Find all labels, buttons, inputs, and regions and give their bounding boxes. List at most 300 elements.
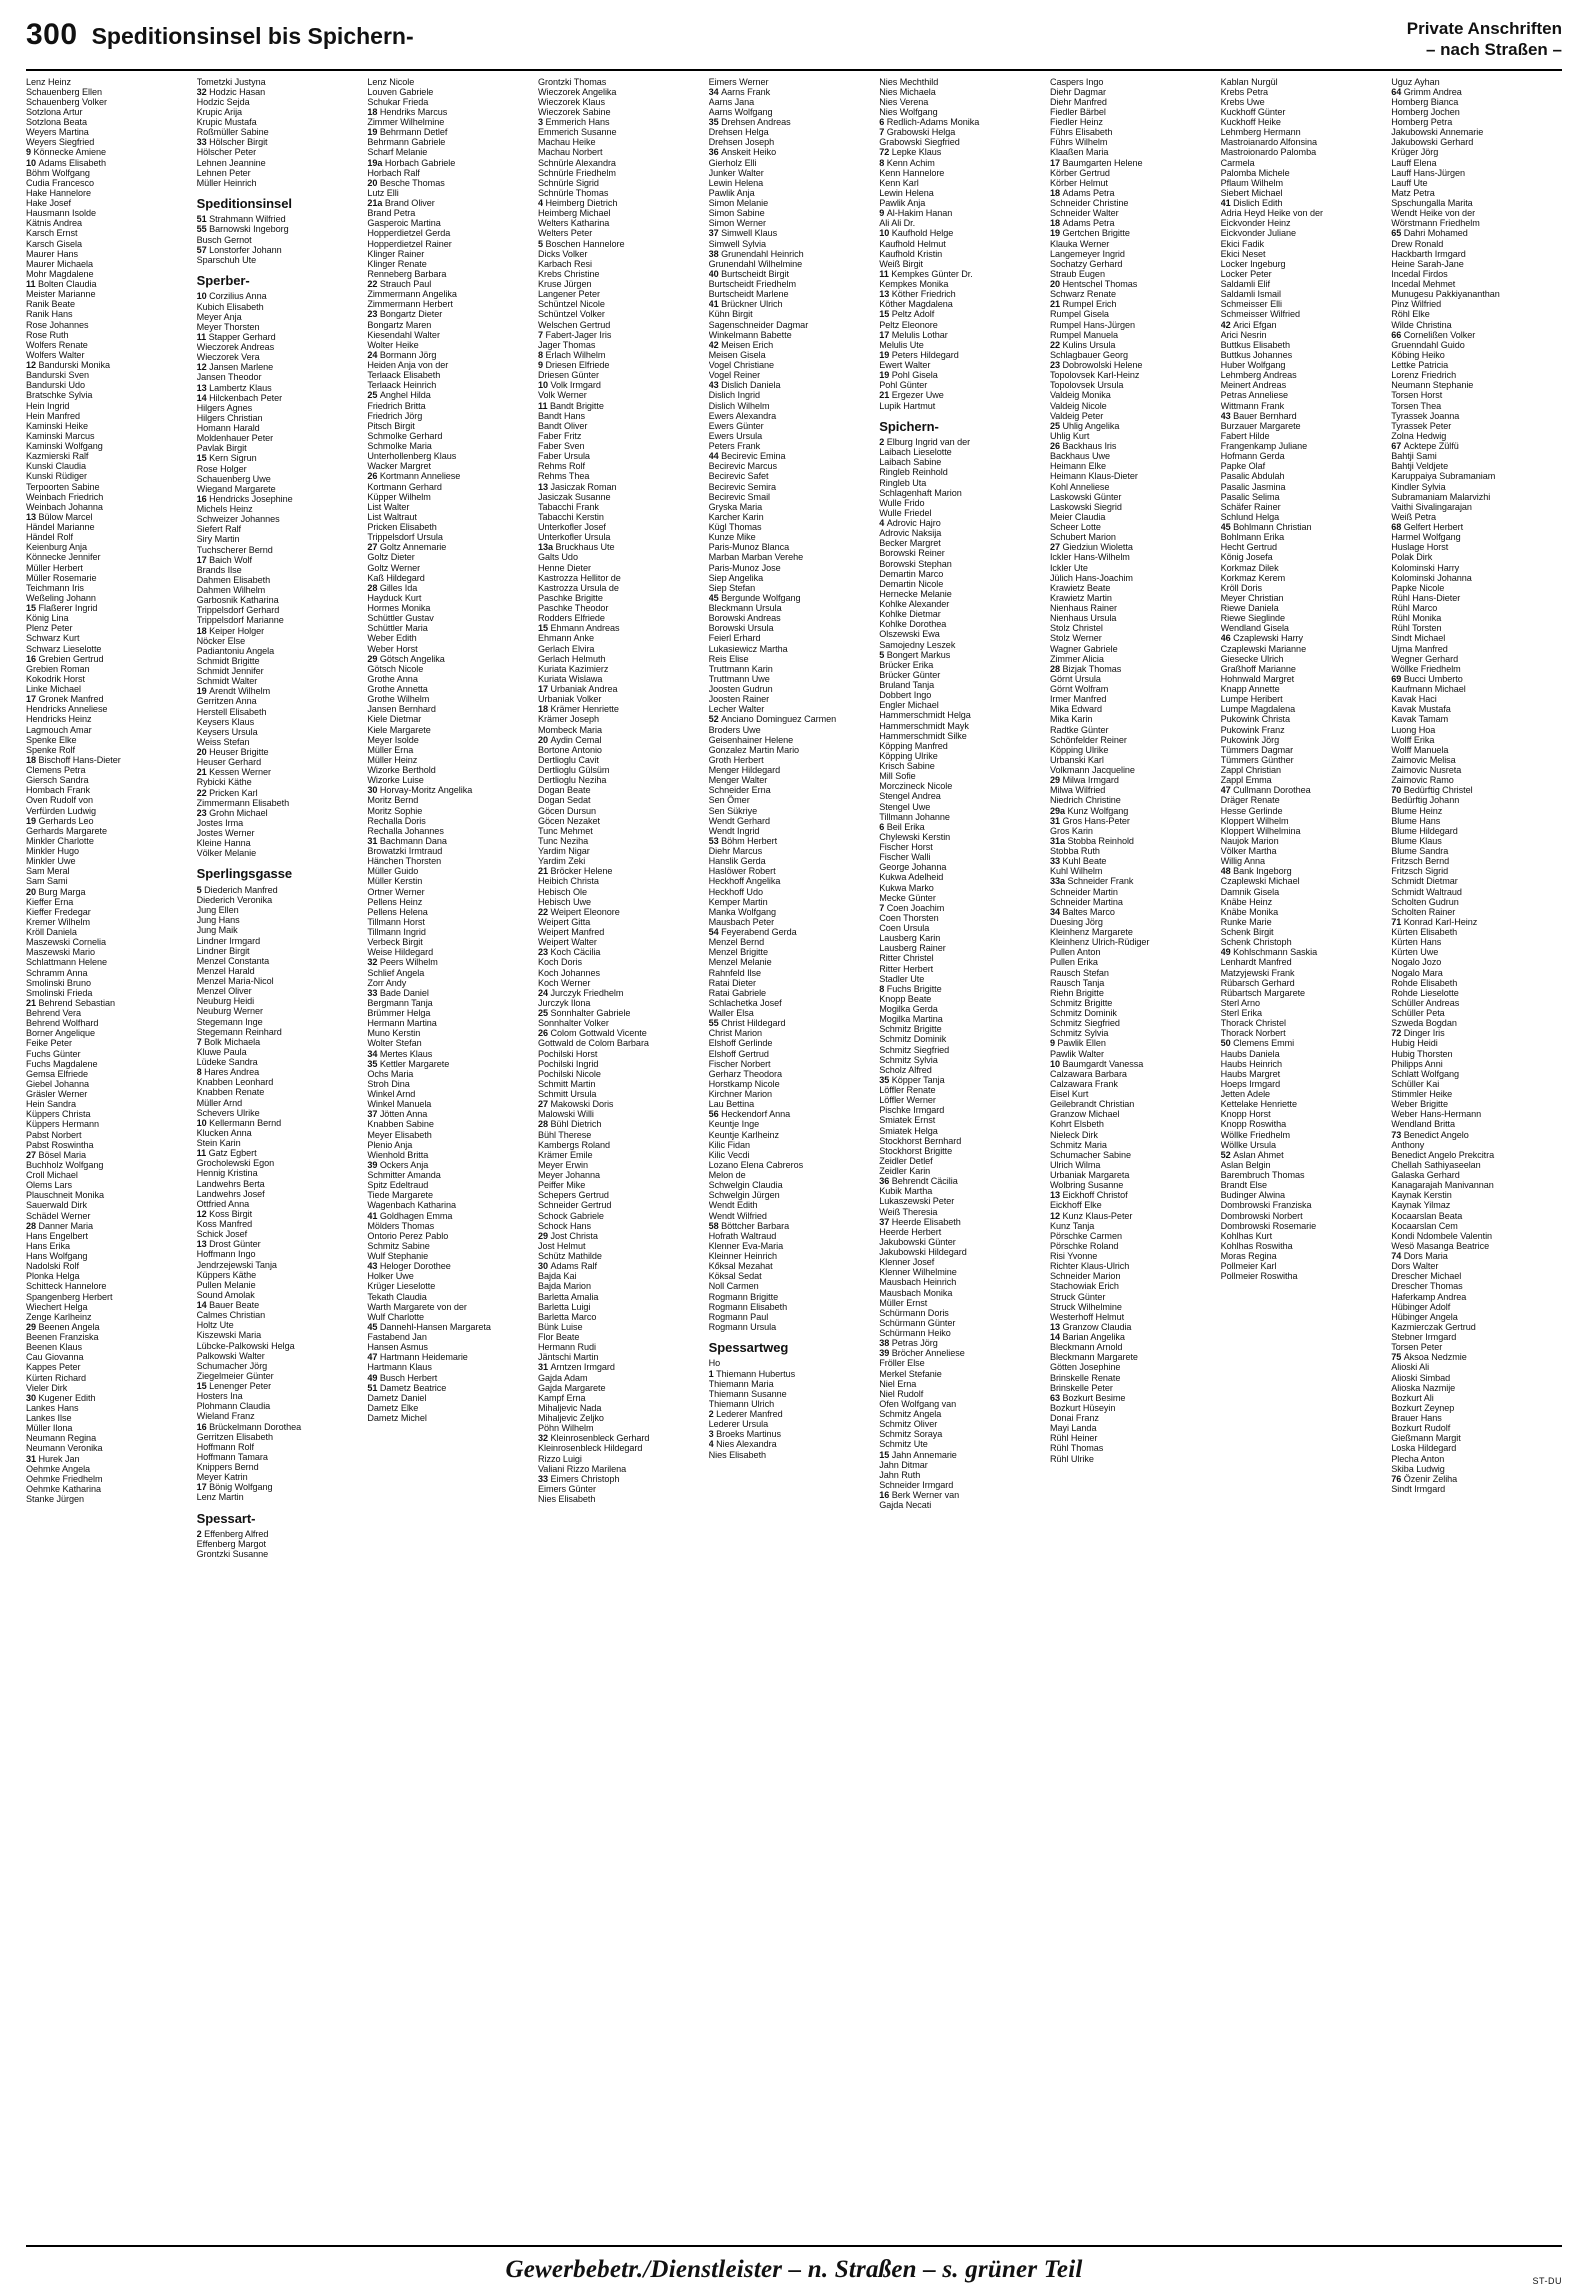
- list-item: 18 Hendriks Marcus: [367, 106, 448, 117]
- house-number: 19: [367, 127, 380, 138]
- list-item: Landwehrs Josef: [196, 1188, 265, 1199]
- house-number: 27: [537, 1099, 551, 1110]
- list-item: Lehmberg Hermann: [1220, 127, 1301, 138]
- list-item: Grothe Anna: [367, 673, 418, 684]
- list-item: Schmitz Sylvia: [879, 1054, 938, 1065]
- list-item: Menger Hildegard: [708, 765, 781, 775]
- list-item: Schnürle Friedhelm: [537, 167, 616, 178]
- list-item: Menzel Maria-Nicol: [196, 976, 274, 987]
- list-item: Bozkurt Ali: [1391, 1392, 1434, 1403]
- list-item: Gerharz Theodora: [708, 1068, 782, 1079]
- house-number: 9: [879, 208, 887, 219]
- list-item: Siebert Michael: [1220, 187, 1283, 198]
- list-item: Subramaniam Malarvizhi: [1391, 491, 1491, 502]
- list-item: Dertlioglu Cavit: [537, 754, 599, 765]
- house-number: 75: [1391, 1352, 1404, 1363]
- list-item: Kondi Ndombele Valentin: [1391, 1230, 1493, 1241]
- list-item: Vieler Dirk: [26, 1382, 68, 1393]
- house-number: 2: [879, 437, 887, 448]
- list-item: Bleckmann Arnold: [1049, 1342, 1123, 1353]
- list-item: Minkler Charlotte: [26, 835, 94, 846]
- list-item: Pasalic Selima: [1220, 491, 1280, 502]
- list-item: Haubs Heinrich: [1220, 1058, 1283, 1069]
- list-item: 42 Arici Efgan: [1220, 319, 1277, 330]
- list-item: Diehr Manfred: [1049, 96, 1107, 107]
- list-item: Kocaarslan Beata: [1391, 1210, 1463, 1221]
- list-item: Stein Karin: [196, 1138, 241, 1149]
- list-item: Yardim Nigar: [537, 846, 590, 856]
- list-item: 45 Bohlmann Christian: [1220, 522, 1312, 532]
- list-item: Hein Ingrid: [26, 400, 70, 411]
- list-item: Weiss Stefan: [196, 736, 250, 747]
- list-item: Pullen Erika: [1049, 957, 1098, 968]
- list-item: Jäntschi Martin: [537, 1352, 599, 1363]
- list-item: Christ Marion: [708, 1028, 763, 1039]
- list-item: 43 Dislich Daniela: [708, 380, 781, 391]
- list-item: 20 Aydin Cemal: [537, 734, 602, 745]
- list-item: Schürmann Doris: [879, 1307, 949, 1318]
- list-item: Plenio Anja: [367, 1139, 413, 1150]
- list-item: Scharf Melanie: [367, 147, 428, 158]
- list-item: Machau Heike: [537, 137, 596, 148]
- list-item: 35 Drehsen Andreas: [708, 117, 791, 127]
- list-item: Smiatek Ernst: [879, 1115, 936, 1126]
- list-item: 58 Böttcher Barbara: [708, 1220, 790, 1231]
- list-item: 4 Adrovic Hajro: [879, 518, 941, 529]
- list-item: Siep Angelika: [708, 572, 764, 583]
- list-item: Hartmann Klaus: [367, 1362, 432, 1373]
- list-item: Riewe Sieglinde: [1220, 613, 1286, 624]
- list-item: Elshoff Gerlinde: [708, 1038, 773, 1049]
- list-item: Rohde Lieselotte: [1391, 987, 1459, 998]
- list-item: 25 Sonnhalter Gabriele: [537, 1008, 631, 1018]
- list-item: Knopp Roswitha: [1220, 1119, 1287, 1130]
- list-item: Meyer Johanna: [537, 1170, 601, 1180]
- house-number: 23: [1049, 360, 1063, 370]
- list-item: Klinger Rainer: [367, 248, 425, 259]
- list-item: 8 Fuchs Brigitte: [879, 983, 942, 994]
- list-item: Mogilka Gerda: [879, 1004, 938, 1015]
- list-item: Friedrich Britta: [367, 400, 426, 411]
- list-item: Kürten Elisabeth: [1391, 927, 1458, 937]
- list-item: Lorenz Friedrich: [1391, 370, 1457, 381]
- list-item: Kürten Uwe: [1391, 947, 1439, 958]
- list-item: Gottwald de Colom Barbara: [537, 1038, 649, 1049]
- list-item: 45 Dannehl-Hansen Margareta: [367, 1321, 491, 1332]
- list-item: Verbeck Birgit: [367, 937, 423, 948]
- list-item: Beenen Franziska: [26, 1332, 99, 1342]
- directory-column: [197, 77, 368, 1560]
- list-item: Westerhoff Helmut: [1049, 1311, 1125, 1322]
- list-item: Schubert Marion: [1049, 532, 1116, 543]
- list-item: Lumpe Magdalena: [1220, 704, 1296, 715]
- house-number: 7: [879, 902, 887, 913]
- list-item: Lenhardt Manfred: [1220, 957, 1292, 968]
- list-item: Schmeisser Wilfried: [1220, 309, 1300, 320]
- list-item: Hebisch Uwe: [537, 896, 591, 907]
- list-item: Schlagbauer Georg: [1049, 349, 1128, 360]
- list-item: Dicks Volker: [537, 248, 588, 259]
- list-item: 40 Burtscheidt Birgit: [708, 268, 789, 279]
- list-item: Ortner Werner: [367, 886, 425, 897]
- list-item: Heimberg Michael: [537, 208, 611, 219]
- house-number: 21a: [367, 198, 385, 208]
- house-number: 27: [1049, 542, 1063, 553]
- list-item: Dombrowski Norbert: [1220, 1210, 1303, 1221]
- list-item: 37 Jötten Anna: [367, 1109, 428, 1120]
- house-number: 46: [1220, 633, 1234, 644]
- list-item: Lehmberg Andreas: [1220, 370, 1297, 381]
- list-item: 10 Baumgardt Vanessa: [1049, 1058, 1144, 1069]
- list-item: Jetten Adele: [1220, 1089, 1271, 1099]
- list-item: Weise Hildegard: [367, 947, 434, 958]
- list-item: Schmitz Siegfried: [1049, 1018, 1120, 1029]
- list-item: Straub Eugen: [1049, 268, 1105, 279]
- list-item: Riewe Daniela: [1220, 603, 1279, 613]
- list-item: Weiß Theresia: [879, 1206, 938, 1217]
- list-item: 6 Beil Erika: [879, 821, 925, 832]
- list-item: Gerhards Margarete: [26, 825, 107, 836]
- list-item: Klinger Renate: [367, 258, 427, 269]
- house-number: 35: [367, 1058, 380, 1069]
- list-item: Polak Dirk: [1391, 552, 1433, 563]
- list-item: Schäfer Rainer: [1220, 501, 1281, 512]
- list-item: Homberg Jochen: [1391, 106, 1460, 117]
- list-item: 29 Jost Christa: [537, 1230, 598, 1241]
- list-item: Hecht Gertrud: [1220, 542, 1278, 553]
- list-item: Plecha Anton: [1391, 1453, 1445, 1464]
- list-item: Fuchs Günter: [26, 1048, 81, 1059]
- list-item: 11 Stapper Gerhard: [196, 331, 276, 342]
- house-number: 8: [879, 983, 887, 994]
- list-item: Hausmann Isolde: [26, 208, 97, 219]
- list-item: Weipert Walter: [537, 937, 597, 948]
- list-item: Feierl Erhard: [708, 633, 761, 644]
- house-number: 57: [196, 244, 210, 255]
- list-item: Bünk Luise: [537, 1321, 583, 1332]
- list-item: Coen Ursula: [879, 923, 930, 934]
- list-item: Ziegelmeier Günter: [196, 1370, 274, 1381]
- list-item: Gros Karin: [1049, 825, 1093, 836]
- list-item: Schneider Walter: [1049, 208, 1119, 219]
- list-item: 72 Dinger Iris: [1391, 1028, 1445, 1039]
- list-item: Trippelsdorf Marianne: [196, 615, 284, 626]
- list-item: Meyer Christian: [1220, 592, 1284, 603]
- list-item: 15 Peltz Adolf: [879, 309, 935, 320]
- list-item: Weber Edith: [367, 633, 417, 644]
- list-item: Tümmers Dagmar: [1220, 744, 1294, 755]
- list-item: Spschungalla Marita: [1391, 198, 1473, 208]
- list-item: Borowski Ursula: [708, 623, 774, 634]
- list-item: Hammerschmidt Silke: [879, 730, 967, 741]
- house-number: 10: [537, 380, 551, 391]
- list-item: Paris-Munoz Jose: [708, 562, 781, 573]
- list-item: Wulle Friedel: [879, 507, 932, 518]
- list-item: Hackbarth Irmgard: [1391, 248, 1466, 259]
- list-item: Kolominski Harry: [1391, 562, 1460, 573]
- list-item: Koss Manfred: [196, 1219, 253, 1230]
- list-item: Michels Heinz: [196, 504, 253, 515]
- list-item: Siry Martin: [196, 534, 240, 545]
- list-item: Haferkamp Andrea: [1391, 1291, 1467, 1302]
- list-item: Gräsler Werner: [26, 1089, 88, 1099]
- list-item: Spenke Rolf: [26, 744, 75, 755]
- list-item: Stolz Werner: [1049, 633, 1102, 644]
- list-item: 24 Jurczyk Friedhelm: [537, 987, 624, 998]
- house-number: 25: [1049, 420, 1063, 431]
- list-item: Krawietz Martin: [1049, 592, 1112, 603]
- list-item: Wagner Gabriele: [1049, 643, 1118, 654]
- list-item: Valdeig Monika: [1049, 390, 1111, 401]
- list-item: Oehmke Friedhelm: [26, 1473, 103, 1484]
- house-number: 66: [1391, 329, 1404, 340]
- list-item: Buchholz Wolfgang: [26, 1159, 104, 1170]
- list-item: Wieczorek Andreas: [196, 342, 275, 353]
- list-item: Pullen Melanie: [196, 1279, 256, 1290]
- list-item: Keienburg Anja: [26, 542, 87, 553]
- list-item: Maurer Hans: [26, 248, 79, 259]
- list-item: Pawlik Anja: [708, 187, 755, 198]
- list-item: Homberg Petra: [1391, 117, 1453, 127]
- list-item: Keysers Klaus: [196, 716, 255, 727]
- list-item: Jasiczak Susanne: [537, 491, 611, 502]
- list-item: Schock Hans: [537, 1220, 591, 1231]
- list-item: 19 Pohl Gisela: [879, 370, 938, 381]
- list-item: Gießmann Margit: [1391, 1433, 1461, 1444]
- house-number: 15: [196, 1381, 210, 1392]
- list-item: Gierholz Elli: [708, 157, 757, 168]
- house-number: 64: [1391, 86, 1404, 97]
- list-item: Heiden Anja von der: [367, 360, 449, 370]
- list-item: Köksal Sedat: [708, 1271, 762, 1282]
- list-item: Krebs Uwe: [1220, 96, 1265, 107]
- footer-code: ST-DU: [1532, 2276, 1562, 2286]
- list-item: Sagenschneider Dagmar: [708, 319, 809, 330]
- list-item: Wieczorek Klaus: [537, 96, 605, 107]
- list-item: Gerritzen Elisabeth: [196, 1431, 274, 1442]
- list-item: Weiß Petra: [1391, 511, 1437, 522]
- list-item: Granzow Michael: [1049, 1109, 1120, 1120]
- list-item: 2 Effenberg Alfred: [196, 1529, 269, 1540]
- list-item: 8 Erlach Wilhelm: [537, 349, 606, 360]
- house-number: 22: [1049, 339, 1063, 350]
- list-item: Tyrassek Peter: [1391, 420, 1452, 431]
- list-item: Bedürftig Johann: [1391, 795, 1460, 806]
- house-number: 9: [26, 147, 34, 158]
- list-item: Wieczorek Angelika: [537, 86, 617, 97]
- list-item: Mausbach Monika: [879, 1287, 953, 1298]
- list-item: Rumpel Gisela: [1049, 309, 1109, 320]
- list-item: Kempkes Monika: [879, 279, 949, 289]
- list-item: Lenz Martin: [196, 1492, 244, 1503]
- list-item: Schmidt Jennifer: [196, 666, 264, 677]
- list-item: 23 Koch Cäcilia: [537, 947, 601, 958]
- list-item: Incedal Mehmet: [1391, 279, 1456, 289]
- list-item: Demartin Marco: [879, 568, 944, 579]
- list-item: Becker Margret: [879, 538, 941, 549]
- list-item: König Josefa: [1220, 552, 1273, 563]
- house-number: 21: [26, 997, 39, 1008]
- list-item: Louven Gabriele: [367, 86, 434, 97]
- list-item: 23 Grohn Michael: [196, 807, 268, 818]
- list-item: Menzel Harald: [196, 965, 255, 976]
- house-number: 34: [1049, 906, 1063, 917]
- list-item: Hombach Frank: [26, 785, 91, 796]
- list-item: 28 Bühl Dietrich: [537, 1119, 602, 1130]
- list-item: Schüntzel Volker: [537, 309, 605, 320]
- list-item: 29a Kunz Wolfgang: [1049, 805, 1129, 816]
- house-number: 17: [537, 684, 551, 694]
- list-item: Grontzki Susanne: [196, 1549, 269, 1560]
- list-item: 57 Lonstorfer Johann: [196, 244, 282, 255]
- list-item: Dors Walter: [1391, 1261, 1439, 1272]
- list-item: Pöhn Wilhelm: [537, 1423, 594, 1434]
- list-item: Schwelgin Claudia: [708, 1180, 783, 1191]
- list-item: 18 Keiper Holger: [196, 625, 265, 636]
- list-item: Ickler Ute: [1049, 562, 1088, 573]
- list-item: Friedrich Jörg: [367, 410, 423, 421]
- list-item: Ranik Hans: [26, 309, 73, 320]
- list-item: Czaplewski Michael: [1220, 876, 1300, 887]
- house-number: 36: [708, 147, 722, 158]
- list-item: Heerde Herbert: [879, 1226, 942, 1237]
- list-item: Meisen Gisela: [708, 349, 766, 360]
- list-item: Kunz Tanja: [1049, 1220, 1095, 1231]
- house-number: 40: [708, 268, 722, 279]
- list-item: Karcher Karin: [708, 511, 764, 522]
- list-item: Yardim Zeki: [537, 856, 586, 867]
- list-item: Hebisch Ole: [537, 886, 587, 897]
- list-item: Kieffer Erna: [26, 896, 74, 907]
- list-item: 11 Kempkes Günter Dr.: [879, 268, 973, 279]
- list-item: Fastabend Jan: [367, 1332, 427, 1342]
- list-item: 42 Meisen Erich: [708, 339, 774, 350]
- list-item: Schmitz Maria: [1049, 1139, 1107, 1150]
- list-item: Hernecke Melanie: [879, 588, 952, 599]
- list-item: Schenk Birgit: [1220, 927, 1274, 937]
- list-item: Drehsen Helga: [708, 127, 769, 138]
- list-item: Ekici Fadik: [1220, 238, 1265, 249]
- list-item: Rausch Tanja: [1049, 977, 1105, 988]
- list-item: Röhl Elke: [1391, 309, 1430, 320]
- list-item: Wiechert Helga: [26, 1301, 88, 1312]
- list-item: 9 Driesen Elfriede: [537, 360, 610, 370]
- list-item: Jager Thomas: [537, 339, 596, 350]
- house-number: 19: [879, 370, 892, 381]
- list-item: 11 Bolten Claudia: [26, 279, 97, 289]
- list-item: Incedal Firdos: [1391, 268, 1448, 279]
- list-item: Stegemann Inge: [196, 1016, 263, 1027]
- house-number: 54: [708, 927, 722, 937]
- list-item: 14 Barian Angelika: [1049, 1332, 1125, 1342]
- list-item: 31 Bachmann Dana: [367, 835, 447, 846]
- list-item: Broders Uwe: [708, 724, 761, 735]
- list-item: Bozkurt Rudolf: [1391, 1423, 1451, 1434]
- house-number: 43: [367, 1261, 380, 1272]
- list-item: Anthony: [1391, 1139, 1425, 1150]
- list-item: Rahnfeld Ilse: [708, 967, 762, 978]
- list-item: Plauschneit Monika: [26, 1190, 104, 1201]
- list-item: 22 Kulins Ursula: [1049, 339, 1116, 350]
- list-item: Kunski Rüdiger: [26, 471, 87, 482]
- list-item: 72 Lepke Klaus: [879, 147, 942, 158]
- list-item: 19 Peters Hildegard: [879, 349, 959, 360]
- list-item: Weipert Gitta: [537, 916, 591, 927]
- list-item: Urbaniak Volker: [537, 694, 602, 705]
- list-item: Tillmann Johanne: [879, 811, 950, 822]
- list-item: Schauenberg Uwe: [196, 473, 271, 484]
- house-number: 17: [879, 329, 892, 340]
- list-item: Keuntje Karlheinz: [708, 1129, 780, 1140]
- list-item: Kőksal Mezahat: [708, 1261, 773, 1272]
- list-item: Pörschke Roland: [1049, 1240, 1119, 1251]
- list-item: Saldamli Elif: [1220, 279, 1270, 289]
- list-item: Krämer Emile: [537, 1149, 593, 1160]
- list-item: Kohlhas Roswitha: [1220, 1240, 1293, 1251]
- list-item: Koch Doris: [537, 957, 582, 968]
- list-item: Peters Frank: [708, 441, 761, 451]
- house-number: 11: [26, 279, 38, 289]
- list-item: Korkmaz Dilek: [1220, 562, 1279, 573]
- list-item: Torsen Thea: [1391, 400, 1442, 411]
- list-item: Bandurski Udo: [26, 380, 85, 391]
- list-item: Kortmann Gerhard: [367, 481, 442, 492]
- list-item: Hodzic Sejda: [196, 96, 250, 107]
- list-item: Rumpel Hans-Jürgen: [1049, 319, 1135, 330]
- list-item: Lindner Birgit: [196, 945, 250, 956]
- list-item: Hilgers Christian: [196, 412, 263, 423]
- list-item: Knabben Renate: [196, 1087, 265, 1098]
- house-number: 43: [1220, 410, 1234, 421]
- house-number: 42: [1220, 319, 1234, 330]
- list-item: Buttkus Johannes: [1220, 349, 1293, 360]
- list-item: Valdeig Nicole: [1049, 400, 1107, 411]
- list-item: Menzel Constanta: [196, 955, 270, 966]
- list-item: Schnürle Sigrid: [537, 177, 599, 188]
- list-item: Wieland Franz: [196, 1411, 255, 1422]
- list-item: Pörschke Carmen: [1049, 1230, 1122, 1241]
- list-item: Bozkurt Zeynep: [1391, 1402, 1455, 1413]
- house-number: 24: [537, 987, 551, 998]
- list-item: Valiani Rizzo Marilena: [537, 1463, 627, 1474]
- list-item: Peiffer Mike: [537, 1180, 586, 1191]
- list-item: Ringleb Uta: [879, 477, 927, 488]
- list-item: Drescher Michael: [1391, 1271, 1462, 1282]
- list-item: Graßhoff Marianne: [1220, 663, 1296, 674]
- list-item: Schwelgin Jürgen: [708, 1190, 780, 1201]
- list-item: Dobbert Ingo: [879, 690, 932, 701]
- list-item: Unterkofler Josef: [537, 522, 606, 532]
- list-item: Menzel Bernd: [708, 937, 765, 948]
- list-item: Tekath Claudia: [367, 1291, 427, 1302]
- list-item: 47 Hartmann Heidemarie: [367, 1352, 468, 1363]
- list-item: 27 Giedziun Wioletta: [1049, 542, 1133, 553]
- house-number: 19a: [367, 157, 385, 168]
- list-item: Fritzsch Sigrid: [1391, 866, 1449, 877]
- list-item: 13 Bülow Marcel: [26, 511, 93, 522]
- list-item: Merkel Stefanie: [879, 1368, 942, 1379]
- list-item: Kruse Jürgen: [537, 279, 592, 289]
- list-item: Kindler Sylvia: [1391, 481, 1446, 492]
- list-item: Bohlmann Erika: [1220, 532, 1285, 543]
- list-item: Engler Michael: [879, 700, 939, 711]
- list-item: Hölscher Peter: [196, 147, 257, 158]
- house-number: 25: [367, 390, 380, 401]
- list-item: Schädel Werner: [26, 1210, 91, 1221]
- list-item: Lau Bettina: [708, 1099, 755, 1110]
- list-item: Jakubowski Annemarie: [1391, 127, 1484, 138]
- list-item: Cudia Francesco: [26, 177, 94, 188]
